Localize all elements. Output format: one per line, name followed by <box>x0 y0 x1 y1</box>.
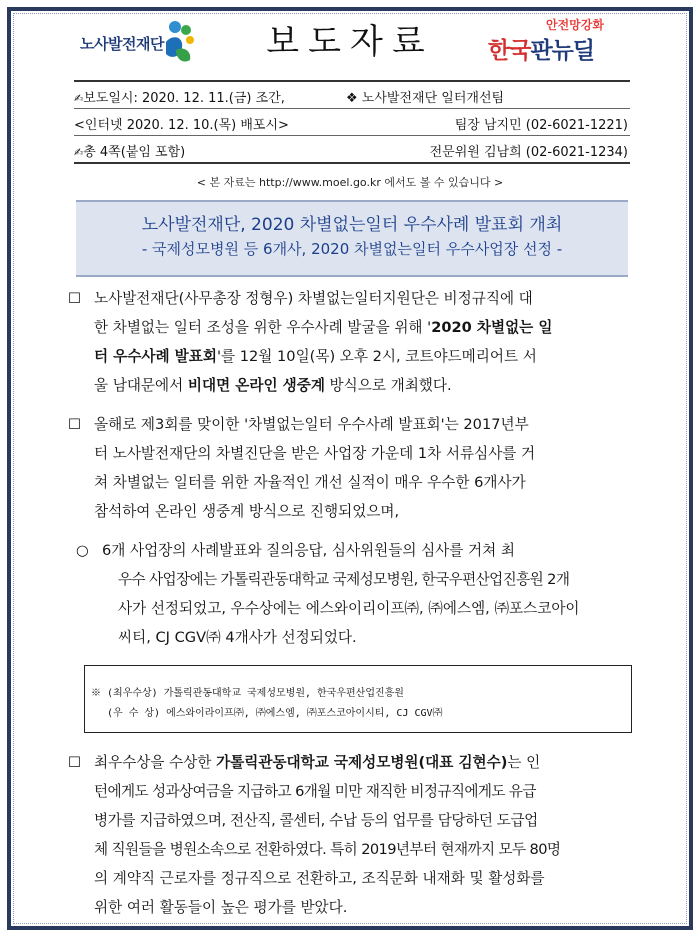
paragraph-1-line-3 <box>94 342 630 371</box>
circle-bullet-icon: ○ <box>76 542 89 559</box>
org-logo-text: 노사발전재단 <box>80 35 164 53</box>
page-count-text: 총 4쪽(붙임 포함) <box>83 145 186 160</box>
paragraph-1-line-2-text: 한 차별없는 일터 조성을 위한 우수사례 발굴을 위해 ' <box>94 319 432 336</box>
checkbox-bullet-icon: ☐ <box>68 754 82 771</box>
release-date <box>74 87 285 106</box>
paragraph-4-line-1 <box>94 748 630 777</box>
headline-box <box>76 200 628 277</box>
paragraph-4-line-2: 턴에게도 성과상여금을 지급하고 6개월 미만 재직한 비정규직에게도 유급 <box>94 783 536 800</box>
award-summary-box <box>84 665 632 733</box>
paragraph-4-line-1-end: 는 인 <box>507 754 541 771</box>
paragraph-4-line-1-text: 최우수상을 수상한 <box>94 754 217 771</box>
pen-icon: ✍ <box>74 92 84 105</box>
paragraph-4-line-3: 병가를 지급하였으며, 전산직, 콜센터, 수납 등의 업무를 담당하던 도급업 <box>94 812 538 829</box>
release-date-text: 보도일시: 2020. 12. 11.(금) 조간, <box>83 91 285 106</box>
paragraph-1-line-4-bold: 비대면 온라인 생중계 <box>187 377 325 394</box>
paragraph-3-line-4: 씨티, CJ CGV㈜ 4개사가 선정되었다. <box>118 629 357 646</box>
paragraph-4-line-1-bold: 가톨릭관동대학교 국제성모병원(대표 김현수) <box>216 754 508 771</box>
paragraph-2-line-4: 참석하여 온라인 생중계 방식으로 진행되었으며, <box>94 503 400 520</box>
paragraph-4-line-5: 의 계약직 근로자를 정규직으로 전환하고, 조직문화 내재화 및 활성화를 <box>94 870 545 887</box>
paragraph-1-line-2 <box>94 313 630 342</box>
new-deal-logo-text <box>488 32 594 65</box>
headline-subtitle: - 국제성모병원 등 6개사, 2020 차별없는일터 우수사업장 선정 - <box>141 240 563 258</box>
paragraph-1-line-3-bold: 터 우수사례 발표회 <box>94 348 217 365</box>
internet-release: <인터넷 2020. 12. 10.(목) 배포시> <box>74 118 289 133</box>
paragraph-3-line-2: 우수 사업장에는 가톨릭관동대학교 국제성모병원, 한국우편산업진흥원 2개 <box>118 571 570 588</box>
paragraph-1-line-4 <box>94 371 630 400</box>
paragraph-1-line-1: 노사발전재단(사무총장 정형우) 차별없는일터지원단은 비정규직에 대 <box>94 290 533 307</box>
officer-contact: 전문위원 김남희 (02-6021-1234) <box>429 145 628 160</box>
paragraph-2-line-3: 쳐 차별없는 일터를 위한 자율적인 개선 실적이 매우 우수한 6개사가 <box>94 474 526 491</box>
paragraph-2-line-2: 터 노사발전재단의 차별진단을 받은 사업장 가운데 1차 서류심사를 거 <box>94 445 536 462</box>
header-rule-1 <box>74 108 630 109</box>
page-title: 보도자료 <box>266 22 434 62</box>
header-rule-2 <box>74 135 630 136</box>
pen-icon: ✍ <box>74 146 84 159</box>
paragraph-1-line-4-text: 울 남대문에서 <box>94 377 188 394</box>
header-top-rule <box>74 80 630 82</box>
new-deal-logo-text-part1: 한국 <box>488 38 531 64</box>
paragraph-3 <box>76 536 630 652</box>
paragraph-1-line-3-text: '를 12월 10일(목) 오후 2시, 코트야드메리어트 서 <box>216 348 537 365</box>
award-summary-line-1: ※ (최우수상) 가톨릭관동대학교 국제성모병원, 한국우편산업진흥원 <box>91 688 404 699</box>
paragraph-4 <box>68 748 630 922</box>
paragraph-2-line-1: 올해로 제3회를 맞이한 '차별없는일터 우수사례 발표회'는 2017년부 <box>94 416 529 433</box>
new-deal-logo <box>488 14 618 66</box>
paragraph-2 <box>68 410 630 526</box>
website-notice: < 본 자료는 http://www.moel.go.kr 에서도 볼 수 있습니다 > <box>196 176 504 189</box>
checkbox-bullet-icon: ☐ <box>68 290 82 307</box>
paragraph-4-line-6: 위한 여러 활동들이 높은 평가를 받았다. <box>94 899 348 916</box>
new-deal-logo-text-part2: 판뉴딜 <box>530 38 595 64</box>
page-count <box>74 141 185 160</box>
paragraph-4-line-4: 체 직원들을 병원소속으로 전환하였다. 특히 2019년부터 현재까지 모두 80명 <box>94 841 561 858</box>
paragraph-3-line-1: 6개 사업장의 사례발표와 질의응답, 심사위원들의 심사를 거쳐 최 <box>102 542 515 559</box>
header-bottom-rule <box>74 162 630 164</box>
paragraph-1 <box>68 284 630 400</box>
team-manager: 팀장 남지민 (02-6021-1221) <box>454 118 628 133</box>
paragraph-1-line-2-bold: 2020 차별없는 일 <box>431 319 553 336</box>
paragraph-1-line-4-end: 방식으로 개최했다. <box>324 377 452 394</box>
award-summary-line-2: (우 수 상) 에스와이라이프㈜, ㈜에스엠, ㈜포스코아이시티, CJ CGV㈜ <box>107 708 443 719</box>
new-deal-logo-tagline: 안전망강화 <box>546 18 604 32</box>
checkbox-bullet-icon: ☐ <box>68 416 82 433</box>
department: ❖ 노사발전재단 일터개선팀 <box>346 91 505 106</box>
paragraph-3-line-3: 사가 선정되었고, 우수상에는 에스와이리이프㈜, ㈜에스엠, ㈜포스코아이 <box>118 600 580 617</box>
headline-title: 노사발전재단, 2020 차별없는일터 우수사례 발표회 개최 <box>141 215 563 235</box>
